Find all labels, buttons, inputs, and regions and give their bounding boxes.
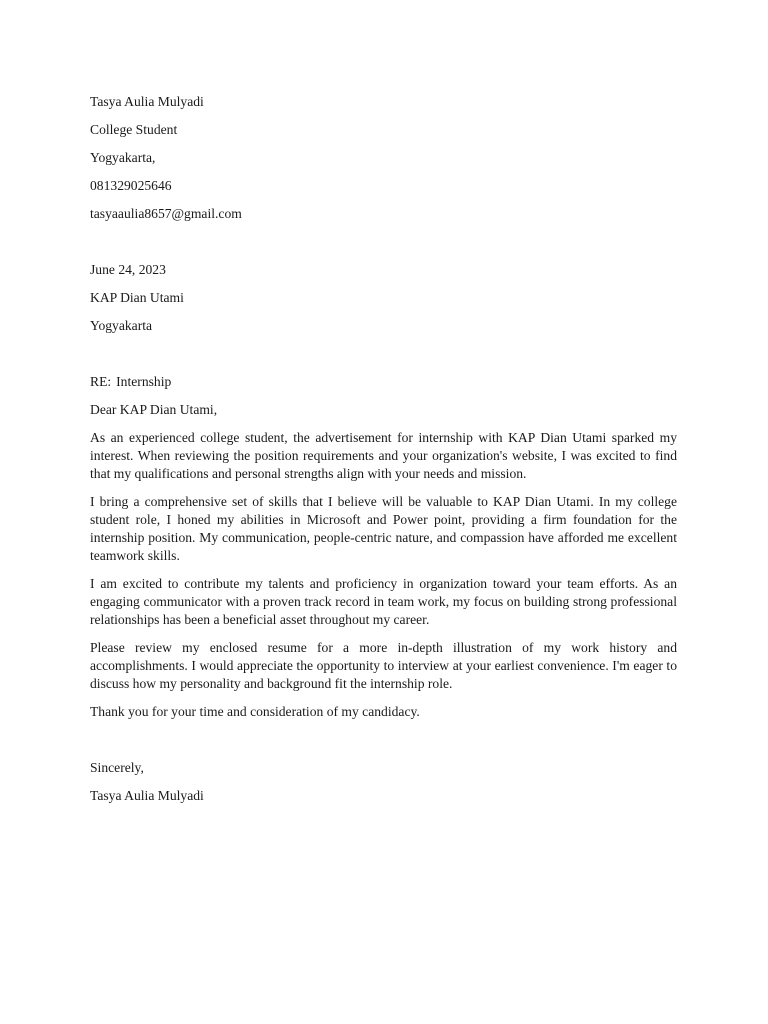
recipient-city: Yogyakarta [90,318,153,333]
subject-value: Internship [116,374,172,389]
subject-line [90,373,677,391]
spacer [90,731,677,759]
sender-email: tasyaaulia8657@gmail.com [90,206,242,221]
recipient-name: KAP Dian Utami [90,290,184,305]
body-paragraph: Thank you for your time and consideration of my candidacy. [90,704,420,719]
sender-phone: 081329025646 [90,178,172,193]
spacer [90,233,677,261]
recipient-block [90,289,677,335]
body-paragraph: I am excited to contribute my talents and proficiency in organization toward your team efforts. As an engaging communicator with a proven track record in team work, my focus on building strong professional relationships has been a beneficial asset throughout my career. [90,576,677,627]
letter-date: June 24, 2023 [90,262,166,277]
sender-name: Tasya Aulia Mulyadi [90,94,204,109]
subject-label: RE: [90,374,112,389]
body-paragraph: As an experienced college student, the advertisement for internship with KAP Dian Utami sparked my interest. When reviewing the position requirements and your organization's website, I was excited to find that my qualifications and personal strengths align with your needs and mission. [90,430,677,481]
cover-letter [90,93,677,815]
letter-body [90,429,677,721]
salutation: Dear KAP Dian Utami, [90,402,218,417]
sender-title: College Student [90,122,178,137]
spacer [90,345,677,373]
signature-name: Tasya Aulia Mulyadi [90,788,204,803]
body-paragraph: Please review my enclosed resume for a more in-depth illustration of my work history and accomplishments. I would appreciate the opportunity to interview at your earliest convenience. I'm eager to discuss how my personality and background fit the internship role. [90,640,677,691]
sender-block [90,93,677,223]
closing: Sincerely, [90,760,144,775]
sender-city: Yogyakarta, [90,150,156,165]
body-paragraph: I bring a comprehensive set of skills that I believe will be valuable to KAP Dian Utami. In my college student role, I honed my abilities in Microsoft and Power point, providing a firm foundation for the internship position. My communication, people-centric nature, and compassion have afforded me excellent teamwork skills. [90,494,677,563]
